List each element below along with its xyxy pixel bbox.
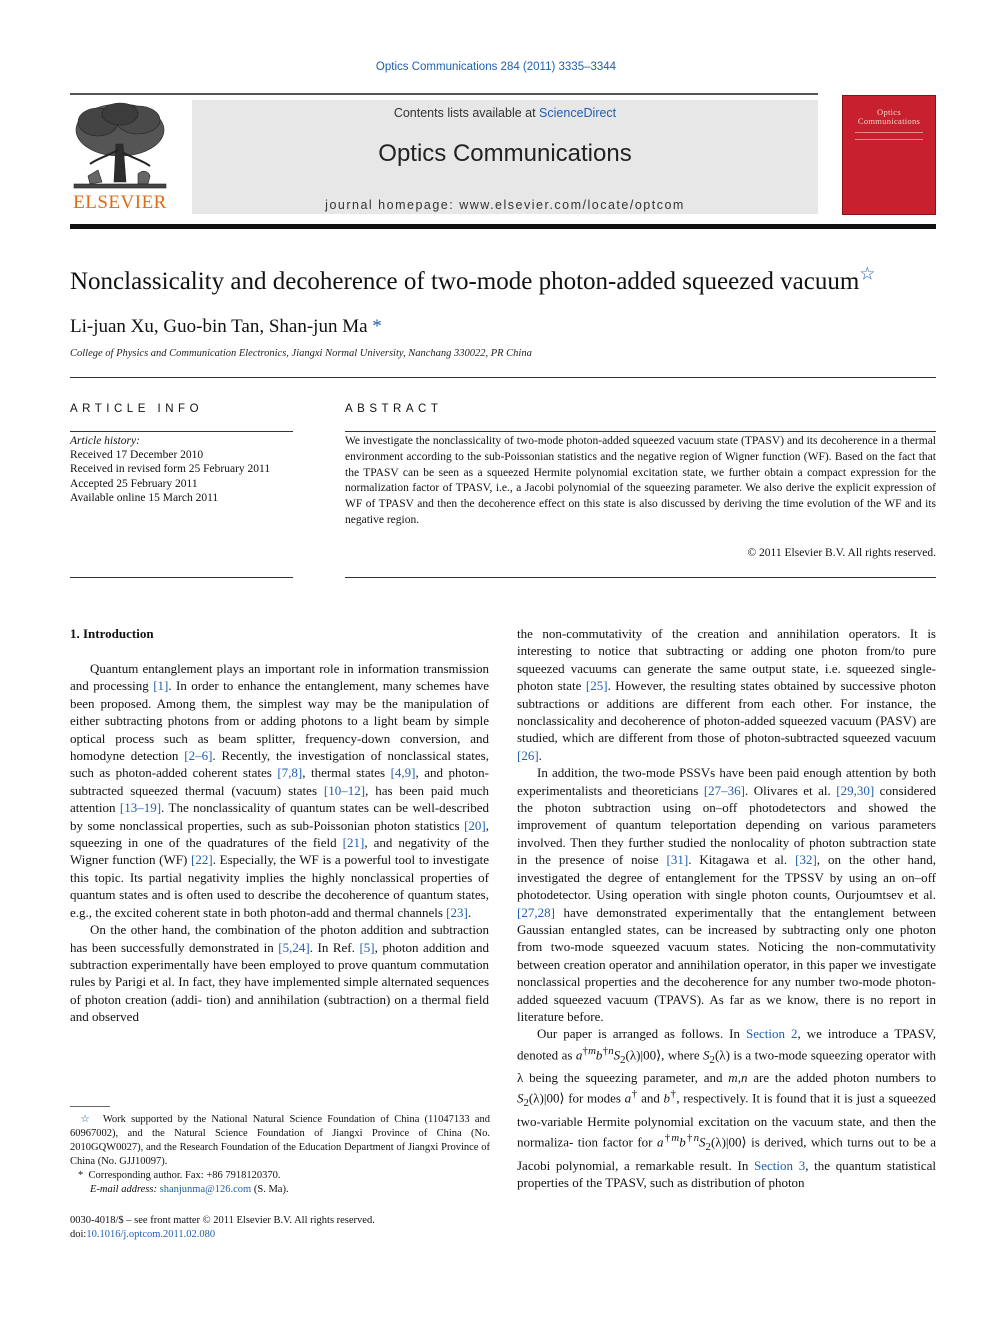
contents-prefix: Contents lists available at — [393, 106, 540, 120]
corresponding-footnote-mark: * — [78, 1170, 84, 1181]
footnote-rule — [70, 1106, 110, 1107]
abstract-bottom-rule — [345, 577, 936, 578]
cover-title-line2: Communications — [857, 116, 921, 126]
doi-line — [70, 1228, 490, 1242]
contents-line — [192, 106, 818, 120]
article-info-bottom-rule — [70, 577, 293, 578]
sciencedirect-link[interactable]: ScienceDirect — [539, 106, 617, 120]
abstract-text: We investigate the nonclassicality of two-mode photon-added squeezed vacuum state (TPASV) and its decoherence in a thermal environment according to the sub-Poissonian statistics and the negative region of Wigner function (WF). Based on the fact that the TPASV can be seen as a squeezed Hermite polynomial excitation state, we further obtain a compact expression for the normalization factor of TPASV, i.e., a Jacobi polynomial of the squeezing parameter. We also derive the explicit expression of WF of TPASV and then the decoherence effect on this state is also discussed by deriving the time evolution of the WF and its negative region. — [345, 435, 936, 526]
section-heading-introduction: 1. Introduction — [70, 626, 154, 641]
elsevier-wordmark: ELSEVIER — [73, 192, 167, 213]
funding-footnote-text: Work supported by the National Natural Science Foundation of China (11047133 and 60967002), and the Natural Science Foundation of Jiangxi Province of China (No. 2010GQW0027), and the Research Foundation of the Education Department of Jiangxi Province of China (No. GJJ10097). — [70, 1114, 491, 1167]
revised-date: Received in revised form 25 February 2011 — [70, 463, 271, 476]
journal-reference[interactable]: Optics Communications 284 (2011) 3335–3344 — [375, 61, 617, 73]
cover-title — [849, 108, 929, 126]
funding-footnote — [70, 1113, 490, 1169]
header-rule — [70, 93, 818, 95]
email-link[interactable]: shanjunma@126.com — [159, 1184, 252, 1195]
history-label: Article history: — [70, 435, 140, 447]
corresponding-footnote — [70, 1169, 490, 1183]
doi-label: doi: — [70, 1229, 87, 1240]
author-names: Li-juan Xu, Guo-bin Tan, Shan-jun Ma — [70, 316, 368, 337]
funding-footnote-mark: ☆ — [80, 1114, 93, 1125]
article-info-rule — [70, 431, 293, 432]
title-divider — [70, 377, 936, 378]
authors — [70, 316, 382, 338]
journal-banner — [192, 100, 818, 214]
title-footnote-star-icon[interactable]: ☆ — [859, 263, 876, 284]
corresponding-footnote-text: Corresponding author. Fax: +86 7918120370. — [88, 1170, 281, 1181]
corresponding-author-mark[interactable]: * — [372, 316, 382, 337]
received-date: Received 17 December 2010 — [70, 449, 204, 462]
body-column-left — [70, 660, 489, 1026]
elsevier-logo — [68, 100, 172, 216]
paragraph: the non-commutativity of the creation and annihilation operators. It is interesting to notice that subtracting or adding one photon from/to pure squeezed vacuums can generate the same output state, i.e. squeezed single-photon state [25]. However, the resulting states obtained by successive photon subtractions or additions are different from each other. For instance, the nonclassicality and decoherence of photon-added squeezed vacuum (PASV) are studied, which are different from those of photon-subtracted squeezed vacuum [26]. — [517, 626, 936, 763]
email-footnote — [70, 1183, 490, 1197]
paragraph: In addition, the two-mode PSSVs have been paid enough attention by both experimentalists and theoreticians [27–36]. Olivares et al. [29,30] considered the photon subtraction using on–off photodetectors and showed the improvement of quantum teleportation depending on various parameters involved. Then they further studied the nonlocality of photon subtraction state in the presence of noise [31]. Kitagawa et al. [32], on the other hand, investigated the degree of entanglement for the TPSSV by using an on–off photodetector. Using operation with single photon counts, Ourjoumtsev et al. [27,28] have demonstrated experimentally that the entanglement between Gaussian entangled states, can be increased by subtracting only one photon from two-mode squeezed vacuum states. Noticing the non-commutativity between creation operator and annihilation operator, in this paper we investigate nonclassical properties and the decoherence for any number two-mode photon-added squeezed vacuum (TPAVS). As far as we know, there is no report in literature before. — [517, 765, 936, 1024]
tree-icon — [68, 100, 172, 192]
cover-title-line1: Optics — [877, 107, 901, 117]
affiliation: College of Physics and Communication Electronics, Jiangxi Normal University, Nanchang 330022, PR China — [70, 348, 532, 359]
paragraph: On the other hand, the combination of the photon addition and subtraction has been successfully demonstrated in [5,24]. In Ref. [5], photon addition and subtraction experimentally have been employed to prove quantum commutation rules by Parigi et al. In fact, they have implemented simple alternated sequences of photon creation (addi- tion) and annihilation (subtraction) on a thermal field and observed — [70, 922, 489, 1025]
paragraph: Quantum entanglement plays an important role in information transmission and processing [1]. In order to enhance the entanglement, many schemes have been proposed. Among them, the simplest way may be the manipulation of either subtracting photons from or adding photons to a light beam by simple optical process such as beam splitter, frequency-down conversion, and homodyne detection [2–6]. Recently, the investigation of nonclassical states, such as photon-added coherent states [7,8], thermal states [4,9], and photon-subtracted squeezed thermal (vacuum) states [10–12], has been paid much attention [13–19]. The nonclassicality of quantum states can be well-described by some nonclassical properties, such as sub-Poissonian photon statistics [20], squeezing in one of the quadratures of the field [21], and negativity of the Wigner function (WF) [22]. Especially, the WF is a powerful tool to investigate this topic. Its partial negativity implies the highly nonclassical properties of quantum states and is often used to describe the decoherence of quantum states, e.g., the excited coherent state in both photon-add and thermal channels [23]. — [70, 661, 490, 920]
abstract-heading: ABSTRACT — [345, 403, 443, 415]
paper-title — [70, 263, 936, 296]
paper-title-text: Nonclassicality and decoherence of two-mode photon-added squeezed vacuum — [70, 268, 860, 295]
email-label: E-mail address: — [90, 1184, 157, 1195]
front-matter — [70, 1214, 490, 1242]
journal-cover — [842, 95, 936, 215]
paragraph: Our paper is arranged as follows. In Section 2, we introduce a TPASV, denoted as $a^{\dagger m}b^{\dagger n}S_2(\lambda)|00⟩$, where $S_2(\lambda)$ is a two-mode squeezing operator with λ being the squeezing parameter, and m,n are the added photon numbers to $S_2(\lambda)|00⟩$ for modes a† and b†, respectively. It is found that it is just a squeezed two-variable Hermite polynomial excitation on the vacuum state, and then the normaliza- tion factor for $a^{\dagger m}b^{\dagger n}S_2(\lambda)|00⟩$ is derived, which turns out to be a Jacobi polynomial, a remarkable result. In Section 3, the quantum statistical properties of the TPASV, such as distribution of photon — [517, 1026, 936, 1190]
article-history — [70, 434, 293, 505]
header-thick-rule — [70, 224, 936, 229]
doi-link[interactable]: 10.1016/j.optcom.2011.02.080 — [86, 1229, 216, 1240]
article-info-heading: ARTICLE INFO — [70, 403, 204, 415]
copyright: © 2011 Elsevier B.V. All rights reserved. — [747, 547, 936, 559]
issn-line: 0030-4018/$ – see front matter © 2011 Elsevier B.V. All rights reserved. — [70, 1215, 375, 1226]
cover-decoration — [855, 132, 923, 140]
footnotes — [70, 1113, 490, 1197]
journal-title: Optics Communications — [378, 140, 632, 167]
accepted-date: Accepted 25 February 2011 — [70, 477, 198, 490]
abstract-rule — [345, 431, 936, 432]
email-suffix: (S. Ma). — [251, 1184, 289, 1195]
online-date: Available online 15 March 2011 — [70, 491, 219, 504]
body-column-right — [517, 625, 936, 1191]
journal-homepage[interactable]: journal homepage: www.elsevier.com/locate/optcom — [325, 198, 685, 212]
